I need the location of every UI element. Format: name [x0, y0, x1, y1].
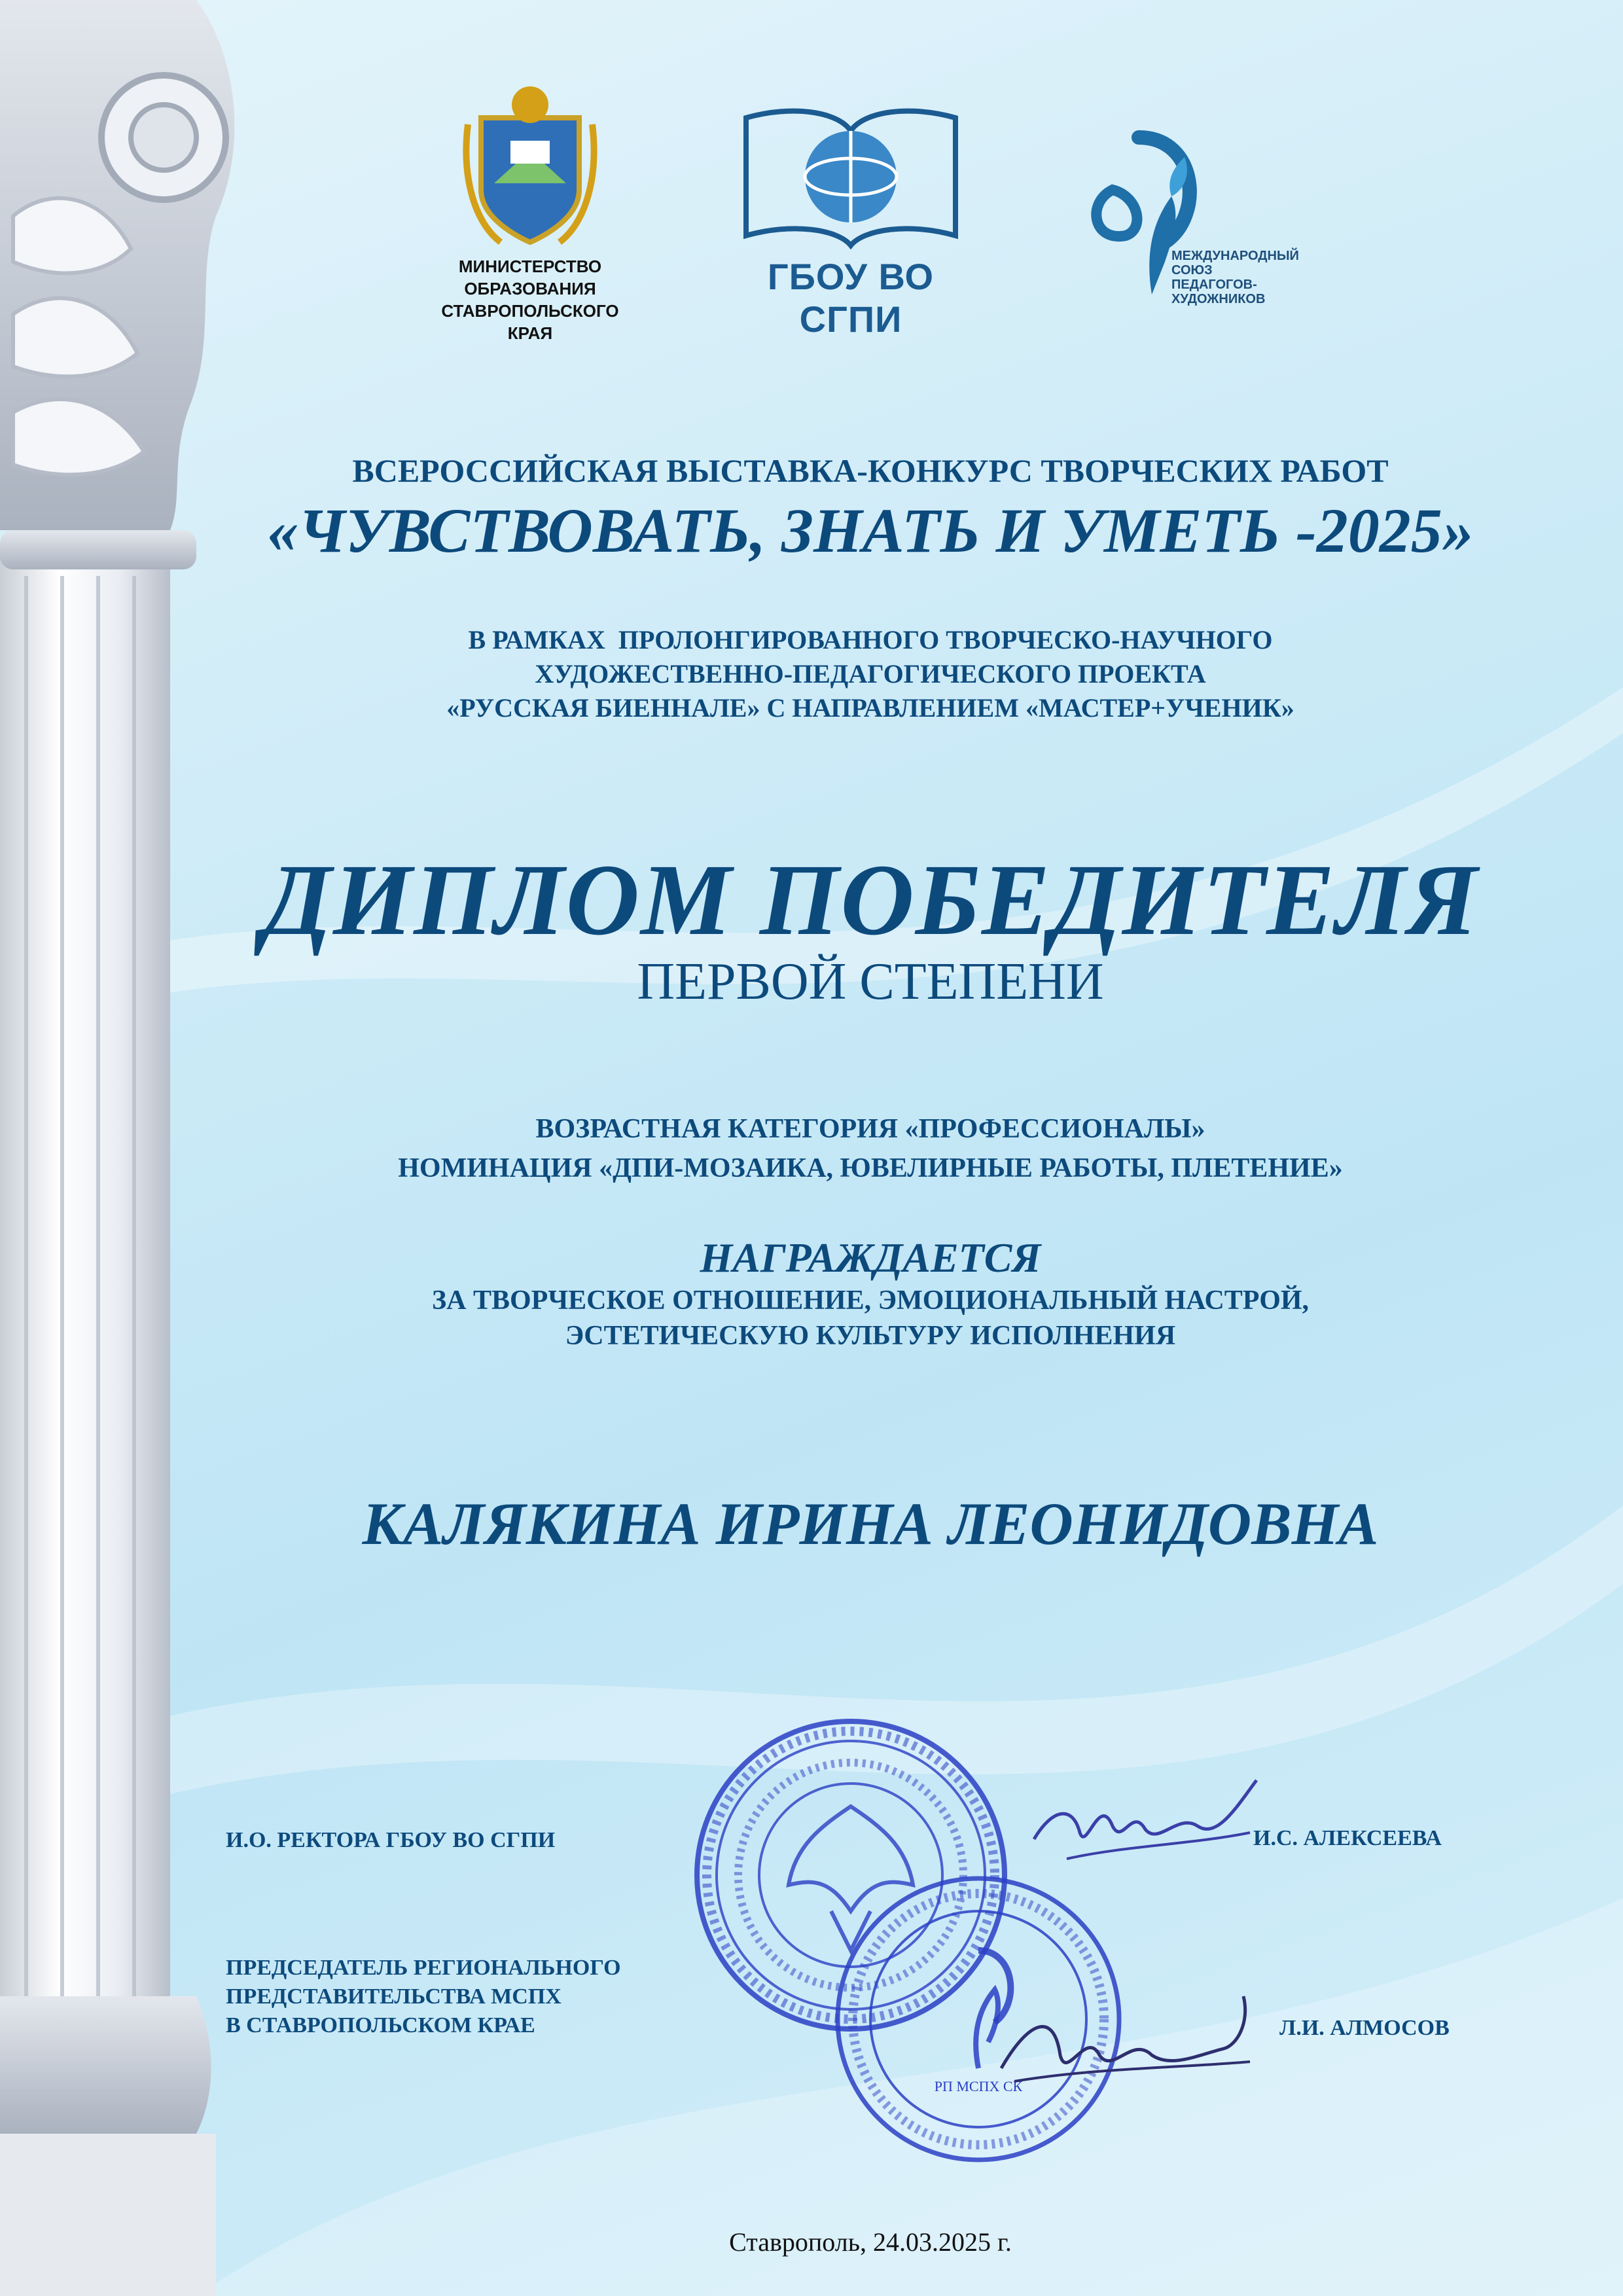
- diploma-degree: ПЕРВОЙ СТЕПЕНИ: [637, 953, 1104, 1011]
- chair-title-line2: ПРЕДСТАВИТЕЛЬСТВА МСПХ: [226, 1984, 562, 2009]
- category-block: [216, 1109, 1525, 1188]
- chair-name: Л.И. АЛМОСОВ: [1279, 2016, 1450, 2040]
- rector-signature-icon: [1027, 1767, 1263, 1878]
- sgpi-logo: [733, 105, 969, 340]
- project-line2: ХУДОЖЕСТВЕННО-ПЕДАГОГИЧЕСКОГО ПРОЕКТА: [535, 659, 1206, 689]
- open-book-globe-icon: [740, 105, 962, 255]
- ministry-caption-line1: МИНИСТЕРСТВО ОБРАЗОВАНИЯ: [458, 257, 602, 298]
- project-line3: «РУССКАЯ БИЕННАЛЕ» С НАПРАВЛЕНИЕМ «МАСТЕР+УЧЕНИК»: [446, 693, 1294, 723]
- event-title: «ЧУВСТВОВАТЬ, ЗНАТЬ И УМЕТЬ -2025»: [267, 495, 1474, 565]
- project-description: [216, 623, 1525, 725]
- union-stamp-center-text: РП МСПХ СК: [934, 2078, 1023, 2094]
- union-caption-line3: ПЕДАГОГОВ-: [1171, 278, 1257, 292]
- ministry-logo: [419, 79, 641, 344]
- chair-title: [226, 1954, 621, 2040]
- union-caption-line4: ХУДОЖНИКОВ: [1171, 292, 1266, 306]
- rector-title: И.О. РЕКТОРА ГБОУ ВО СГПИ: [226, 1828, 556, 1852]
- union-caption-line1: МЕЖДУНАРОДНЫЙ: [1171, 249, 1299, 263]
- age-category: ВОЗРАСТНАЯ КАТЕГОРИЯ «ПРОФЕССИОНАЛЫ»: [535, 1114, 1205, 1144]
- award-reason: [216, 1283, 1525, 1354]
- award-reason-line2: ЭСТЕТИЧЕСКУЮ КУЛЬТУРУ ИСПОЛНЕНИЯ: [565, 1321, 1176, 1351]
- event-heading: ВСЕРОССИЙСКАЯ ВЫСТАВКА-КОНКУРС ТВОРЧЕСКИХ РАБОТ: [352, 452, 1389, 489]
- rector-name: И.С. АЛЕКСЕЕВА: [1253, 1826, 1442, 1850]
- nomination: НОМИНАЦИЯ «ДПИ-МОЗАИКА, ЮВЕЛИРНЫЕ РАБОТЫ, ПЛЕТЕНИЕ»: [398, 1153, 1343, 1183]
- sgpi-caption: ГБОУ ВО СГПИ: [767, 256, 935, 340]
- chair-title-line1: ПРЕДСЕДАТЕЛЬ РЕГИОНАЛЬНОГО: [226, 1956, 621, 1980]
- union-caption-line2: СОЮЗ: [1171, 263, 1213, 278]
- place-date: Ставрополь, 24.03.2025 г.: [729, 2227, 1012, 2257]
- chair-signature-icon: [988, 1983, 1263, 2101]
- diploma-title: ДИПЛОМ ПОБЕДИТЕЛЯ: [262, 843, 1479, 956]
- union-caption: [1171, 249, 1299, 306]
- chair-title-line3: В СТАВРОПОЛЬСКОМ КРАЕ: [226, 2013, 535, 2037]
- project-line1: В РАМКАХ ПРОЛОНГИРОВАННОГО ТВОРЧЕСКО-НАУЧНОГО: [468, 625, 1273, 655]
- awarded-label: НАГРАЖДАЕТСЯ: [700, 1234, 1041, 1281]
- ministry-caption-line2: СТАВРОПОЛЬСКОГО КРАЯ: [441, 301, 619, 343]
- recipient-name: КАЛЯКИНА ИРИНА ЛЕОНИДОВНА: [362, 1490, 1379, 1557]
- ministry-coat-of-arms-icon: [461, 79, 599, 249]
- award-reason-line1: ЗА ТВОРЧЕСКОЕ ОТНОШЕНИЕ, ЭМОЦИОНАЛЬНЫЙ НАСТРОЙ,: [431, 1285, 1310, 1316]
